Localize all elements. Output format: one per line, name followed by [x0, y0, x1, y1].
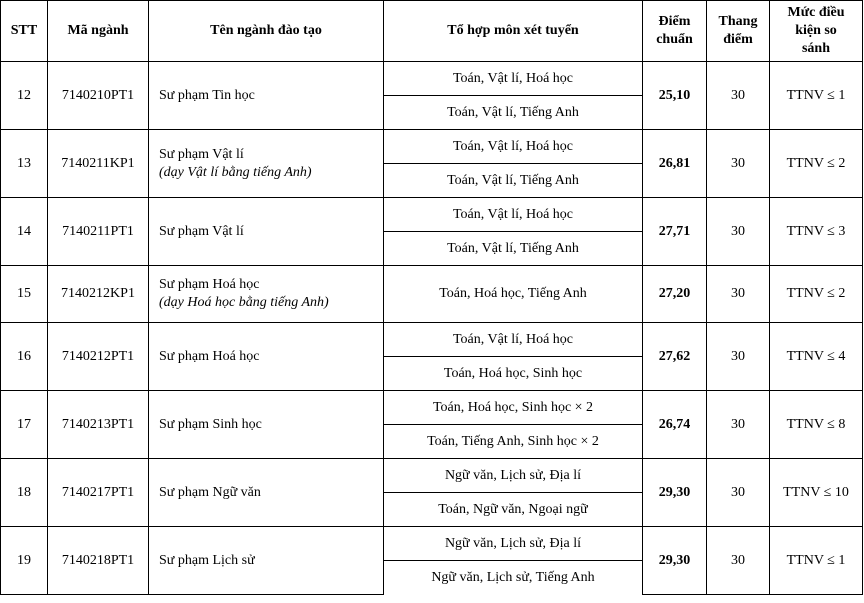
cell-condition: TTNV ≤ 10 — [770, 459, 863, 527]
cell-combo: Toán, Hoá học, Sinh học — [384, 357, 643, 391]
cell-stt: 19 — [1, 527, 48, 595]
major-name: Sư phạm Hoá học — [159, 277, 260, 292]
cell-condition: TTNV ≤ 8 — [770, 391, 863, 459]
cell-code: 7140211PT1 — [48, 198, 149, 266]
cell-combo: Toán, Tiếng Anh, Sinh học × 2 — [384, 425, 643, 459]
major-name: Sư phạm Vật lí — [159, 223, 244, 239]
major-name: Sư phạm Hoá học — [159, 348, 260, 364]
cell-stt: 17 — [1, 391, 48, 459]
cell-score: 26,81 — [643, 130, 707, 198]
major-name: Sư phạm Vật lí — [159, 146, 244, 162]
major-note: (dạy Hoá học bằng tiếng Anh) — [159, 295, 329, 310]
cell-code: 7140212KP1 — [48, 266, 149, 323]
cell-scale: 30 — [707, 459, 770, 527]
cell-score: 29,30 — [643, 527, 707, 595]
cell-score: 27,71 — [643, 198, 707, 266]
cell-condition: TTNV ≤ 3 — [770, 198, 863, 266]
cell-name — [149, 459, 384, 527]
major-note: (dạy Vật lí bằng tiếng Anh) — [159, 164, 312, 180]
cell-code: 7140213PT1 — [48, 391, 149, 459]
cell-stt: 15 — [1, 266, 48, 323]
cell-code: 7140212PT1 — [48, 323, 149, 391]
table-row — [1, 266, 863, 323]
cell-condition: TTNV ≤ 2 — [770, 130, 863, 198]
cell-code: 7140211KP1 — [48, 130, 149, 198]
cell-score: 27,62 — [643, 323, 707, 391]
cell-stt: 13 — [1, 130, 48, 198]
cell-score: 25,10 — [643, 62, 707, 130]
cell-combo: Toán, Hoá học, Tiếng Anh — [384, 266, 643, 323]
cell-combo: Ngữ văn, Lịch sử, Địa lí — [384, 527, 643, 561]
cell-code: 7140210PT1 — [48, 62, 149, 130]
cell-name — [149, 62, 384, 130]
cell-code: 7140218PT1 — [48, 527, 149, 595]
major-name: Sư phạm Ngữ văn — [159, 484, 261, 500]
cell-combo: Toán, Vật lí, Tiếng Anh — [384, 232, 643, 266]
cell-combo: Ngữ văn, Lịch sử, Địa lí — [384, 459, 643, 493]
header-muc-dieu-kien: Mức điều kiện so sánh — [770, 1, 863, 62]
header-to-hop: Tổ hợp môn xét tuyển — [384, 1, 643, 62]
cell-score: 29,30 — [643, 459, 707, 527]
cell-condition: TTNV ≤ 1 — [770, 527, 863, 595]
cell-scale: 30 — [707, 130, 770, 198]
cell-scale: 30 — [707, 266, 770, 323]
major-name: Sư phạm Sinh học — [159, 416, 262, 432]
cell-name — [149, 391, 384, 459]
cell-name — [149, 266, 384, 323]
header-diem-chuan: Điểm chuẩn — [643, 1, 707, 62]
header-ten-nganh: Tên ngành đào tạo — [149, 1, 384, 62]
cell-combo: Toán, Hoá học, Sinh học × 2 — [384, 391, 643, 425]
table-row — [1, 323, 863, 357]
cell-stt: 14 — [1, 198, 48, 266]
cell-combo: Toán, Vật lí, Hoá học — [384, 130, 643, 164]
table-row — [1, 62, 863, 96]
table-row — [1, 459, 863, 493]
cell-combo: Toán, Vật lí, Hoá học — [384, 62, 643, 96]
cell-scale: 30 — [707, 323, 770, 391]
table-row — [1, 391, 863, 425]
cell-scale: 30 — [707, 62, 770, 130]
table-row — [1, 198, 863, 232]
cell-scale: 30 — [707, 391, 770, 459]
cell-name — [149, 527, 384, 595]
cell-combo: Toán, Vật lí, Hoá học — [384, 198, 643, 232]
cell-score: 26,74 — [643, 391, 707, 459]
header-row — [1, 1, 863, 62]
cell-condition: TTNV ≤ 4 — [770, 323, 863, 391]
cell-name — [149, 130, 384, 198]
major-name: Sư phạm Tin học — [159, 87, 255, 103]
cell-condition: TTNV ≤ 2 — [770, 266, 863, 323]
cell-combo: Toán, Ngữ văn, Ngoại ngữ — [384, 493, 643, 527]
cell-scale: 30 — [707, 527, 770, 595]
cell-stt: 12 — [1, 62, 48, 130]
table-row — [1, 130, 863, 164]
header-ma-nganh: Mã ngành — [48, 1, 149, 62]
cell-code: 7140217PT1 — [48, 459, 149, 527]
cell-stt: 16 — [1, 323, 48, 391]
cell-stt: 18 — [1, 459, 48, 527]
cell-combo: Toán, Vật lí, Hoá học — [384, 323, 643, 357]
cell-combo: Toán, Vật lí, Tiếng Anh — [384, 164, 643, 198]
major-name: Sư phạm Lịch sử — [159, 552, 255, 568]
cell-combo: Toán, Vật lí, Tiếng Anh — [384, 96, 643, 130]
cell-scale: 30 — [707, 198, 770, 266]
cell-combo: Ngữ văn, Lịch sử, Tiếng Anh — [384, 561, 643, 595]
cell-condition: TTNV ≤ 1 — [770, 62, 863, 130]
cell-score: 27,20 — [643, 266, 707, 323]
cell-name — [149, 323, 384, 391]
table-row — [1, 527, 863, 561]
header-stt: STT — [1, 1, 48, 62]
cell-name — [149, 198, 384, 266]
header-thang-diem: Thang điểm — [707, 1, 770, 62]
